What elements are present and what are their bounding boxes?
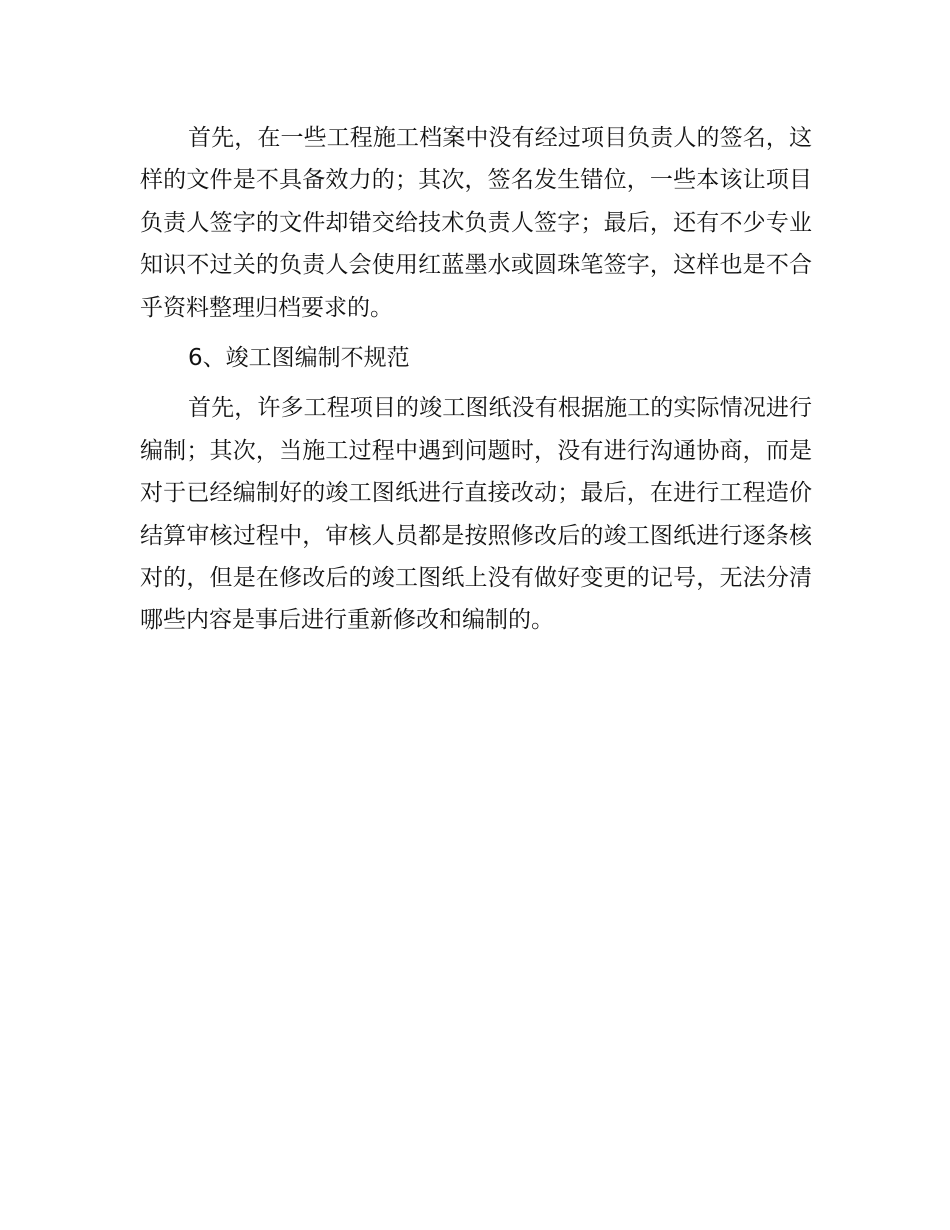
paragraph-signature-issues: 首先，在一些工程施工档案中没有经过项目负责人的签名，这样的文件是不具备效力的；其次，签名发生错位，一些本该让项目负责人签字的文件却错交给技术负责人签字；最后，还有不少专业知识不过关的负责人会使用红蓝墨水或圆珠笔签字，这样也是不合乎资料整理归档要求的。 (140, 125, 812, 321)
document-body (140, 117, 812, 650)
paragraph-as-built-drawings: 首先，许多工程项目的竣工图纸没有根据施工的实际情况进行编制；其次，当施工过程中遇到问题时，没有进行沟通协商，而是对于已经编制好的竣工图纸进行直接改动；最后，在进行工程造价结算审核过程中，审核人员都是按照修改后的竣工图纸进行逐条核对的，但是在修改后的竣工图纸上没有做好变更的记号，无法分清哪些内容是事后进行重新修改和编制的。 (140, 395, 812, 634)
section-heading-as-built-drawings: 6、竣工图编制不规范 (188, 345, 410, 372)
